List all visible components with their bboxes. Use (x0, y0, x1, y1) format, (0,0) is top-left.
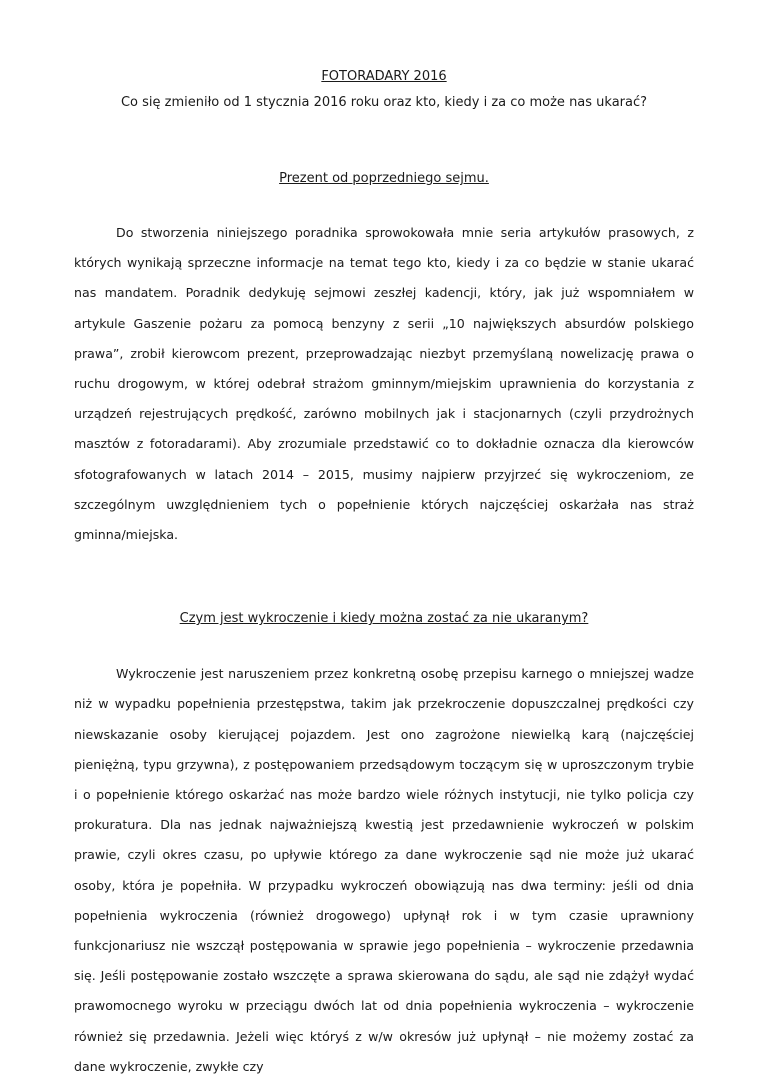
section-heading-offence: Czym jest wykroczenie i kiedy można zostać za nie ukaranym? (179, 611, 589, 627)
paragraph-offence: Wykroczenie jest naruszeniem przez konkretną osobę przepisu karnego o mniejszej wadze niż w wypadku popełnienia przestępstwa, takim jak przekroczenie dopuszczalnej prędkości czy niewskazanie osoby kierującej pojazdem. Jest ono zagrożone niewielką karą (najczęściej pieniężną, typu grzywna), z postępowaniem przedsądowym toczącym się w uproszczonym trybie i o popełnienie którego oskarżać nas może bardzo wiele różnych instytucji, nie tylko policja czy prokuratura. Dla nas jednak najważniejszą kwestią jest przedawnienie wykroczeń w polskim prawie, czyli okres czasu, po upływie którego za dane wykroczenie sąd nie może już ukarać osoby, która je popełniła. W przypadku wykroczeń obowiązują nas dwa terminy: jeśli od dnia popełnienia wykroczenia (również drogowego) upłynął rok i w tym czasie uprawniony funkcjonariusz nie wszczął postępowania w sprawie jego popełnienia – wykroczenie przedawnia się. Jeśli postępowanie zostało wszczęte a sprawa skierowana do sądu, ale sąd nie zdążył wydać prawomocnego wyroku w przeciągu dwóch lat od dnia popełnienia wykroczenia – wykroczenie również się przedawnia. Jeżeli więc któryś z w/w okresów już upłynął – nie możemy zostać za dane wykroczenie, zwykłe czy (74, 666, 694, 1074)
document-subtitle: Co się zmieniło od 1 stycznia 2016 roku oraz kto, kiedy i za co może nas ukarać? (120, 95, 648, 110)
document-title: FOTORADARY 2016 (321, 69, 447, 84)
section-heading-gift: Prezent od poprzedniego sejmu. (279, 171, 489, 186)
document-page (0, 68, 768, 1074)
paragraph-gift: Do stworzenia niniejszego poradnika sprowokowała mnie seria artykułów prasowych, z których wynikają sprzeczne informacje na temat tego kto, kiedy i za co będzie w stanie ukarać nas mandatem. Poradnik dedykuję sejmowi zeszłej kadencji, który, jak już wspomniałem w artykule Gaszenie pożaru za pomocą benzyny z serii „10 największych absurdów polskiego prawa”, zrobił kierowcom prezent, przeprowadzając niezbyt przemyślaną nowelizację prawa o ruchu drogowym, w której odebrał strażom gminnym/miejskim uprawnienia do korzystania z urządzeń rejestrujących prędkość, zarówno mobilnych jak i stacjonarnych (czyli przydrożnych masztów z fotoradarami). Aby zrozumiale przedstawić co to dokładnie oznacza dla kierowców sfotografowanych w latach 2014 – 2015, musimy najpierw przyjrzeć się wykroczeniom, ze szczególnym uwzględnieniem tych o popełnienie których najczęściej oskarżała nas straż gminna/miejska. (74, 225, 694, 543)
